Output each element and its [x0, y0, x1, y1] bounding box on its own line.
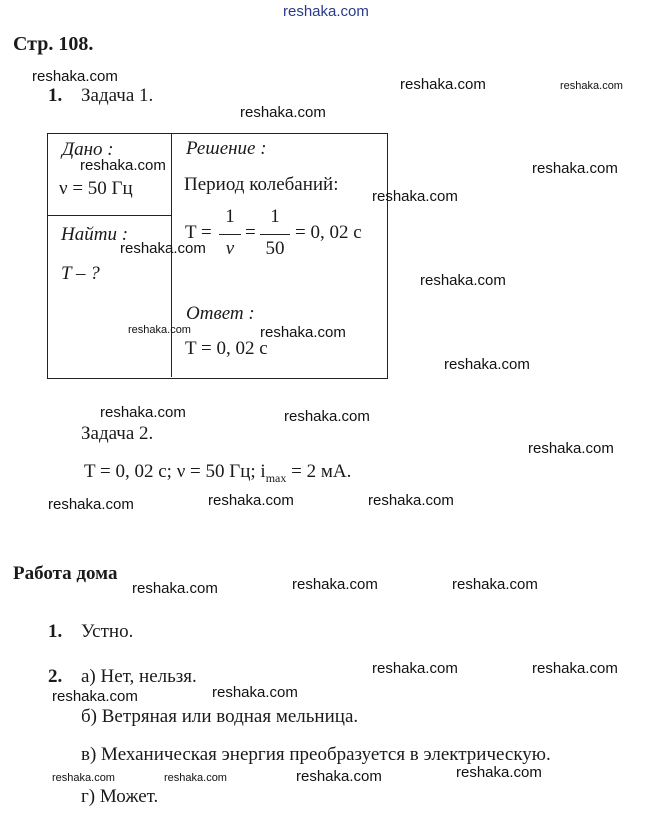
- watermark: reshaka.com: [528, 440, 614, 457]
- solution-label: Решение :: [186, 138, 267, 159]
- watermark: reshaka.com: [284, 408, 370, 425]
- watermark: reshaka.com: [532, 660, 618, 677]
- hw-item1-number: 1.: [48, 621, 63, 642]
- watermark: reshaka.com: [292, 576, 378, 593]
- watermark: reshaka.com: [48, 496, 134, 513]
- task2-formula-tail: = 2 мА.: [286, 461, 352, 482]
- watermark: reshaka.com: [212, 684, 298, 701]
- hw-item2-c: в) Механическая энергия преобразуется в электрическую.: [81, 744, 551, 765]
- watermark-top: reshaka.com: [283, 3, 369, 20]
- watermark: reshaka.com: [52, 772, 115, 784]
- watermark: reshaka.com: [52, 688, 138, 705]
- watermark: reshaka.com: [372, 188, 458, 205]
- given-label: Дано :: [62, 139, 114, 160]
- fraction1-denominator: ν: [225, 238, 235, 259]
- watermark: reshaka.com: [32, 68, 118, 85]
- watermark: reshaka.com: [368, 492, 454, 509]
- fraction2-denominator: 50: [265, 238, 285, 259]
- table-divider-horizontal: [47, 215, 171, 216]
- watermark: reshaka.com: [532, 160, 618, 177]
- fraction2-numerator: 1: [270, 206, 280, 227]
- task2-formula-main: T = 0, 02 с; ν = 50 Гц; i: [84, 461, 266, 482]
- task1-number: 1.: [48, 85, 63, 106]
- watermark: reshaka.com: [372, 660, 458, 677]
- hw-item2-a: а) Нет, нельзя.: [81, 666, 197, 687]
- hw-item1-text: Устно.: [81, 621, 134, 642]
- watermark: reshaka.com: [260, 324, 346, 341]
- hw-item2-b: б) Ветряная или водная мельница.: [81, 706, 359, 727]
- given-value: ν = 50 Гц: [59, 178, 133, 199]
- watermark: reshaka.com: [560, 80, 623, 92]
- fraction1-numerator: 1: [225, 206, 235, 227]
- homework-heading: Работа дома: [13, 563, 118, 584]
- watermark: reshaka.com: [80, 157, 166, 174]
- page-heading: Стр. 108.: [13, 33, 94, 55]
- watermark: reshaka.com: [296, 768, 382, 785]
- hw-item2-number: 2.: [48, 666, 63, 687]
- task1-title: Задача 1.: [81, 85, 154, 106]
- fraction2-bar: [260, 234, 290, 235]
- watermark: reshaka.com: [420, 272, 506, 289]
- watermark: reshaka.com: [400, 76, 486, 93]
- answer-label: Ответ :: [186, 303, 255, 324]
- watermark: reshaka.com: [240, 104, 326, 121]
- hw-item2-d: г) Может.: [81, 786, 159, 807]
- watermark: reshaka.com: [208, 492, 294, 509]
- task2-formula-sub: max: [265, 470, 287, 485]
- find-value: T – ?: [61, 263, 100, 284]
- watermark: reshaka.com: [456, 764, 542, 781]
- task2-formula: [84, 461, 351, 486]
- formula-equals: =: [245, 222, 256, 243]
- watermark: reshaka.com: [120, 240, 206, 257]
- period-text: Период колебаний:: [184, 174, 339, 195]
- watermark: reshaka.com: [164, 772, 227, 784]
- watermark: reshaka.com: [132, 580, 218, 597]
- find-label: Найти :: [61, 224, 129, 245]
- formula-lhs: T =: [185, 222, 212, 243]
- fraction1-bar: [219, 234, 241, 235]
- watermark: reshaka.com: [452, 576, 538, 593]
- answer-value: T = 0, 02 с: [185, 338, 268, 359]
- watermark: reshaka.com: [100, 404, 186, 421]
- watermark: reshaka.com: [444, 356, 530, 373]
- formula-result: = 0, 02 с: [295, 222, 362, 243]
- task2-title: Задача 2.: [81, 423, 154, 444]
- watermark: reshaka.com: [128, 324, 191, 336]
